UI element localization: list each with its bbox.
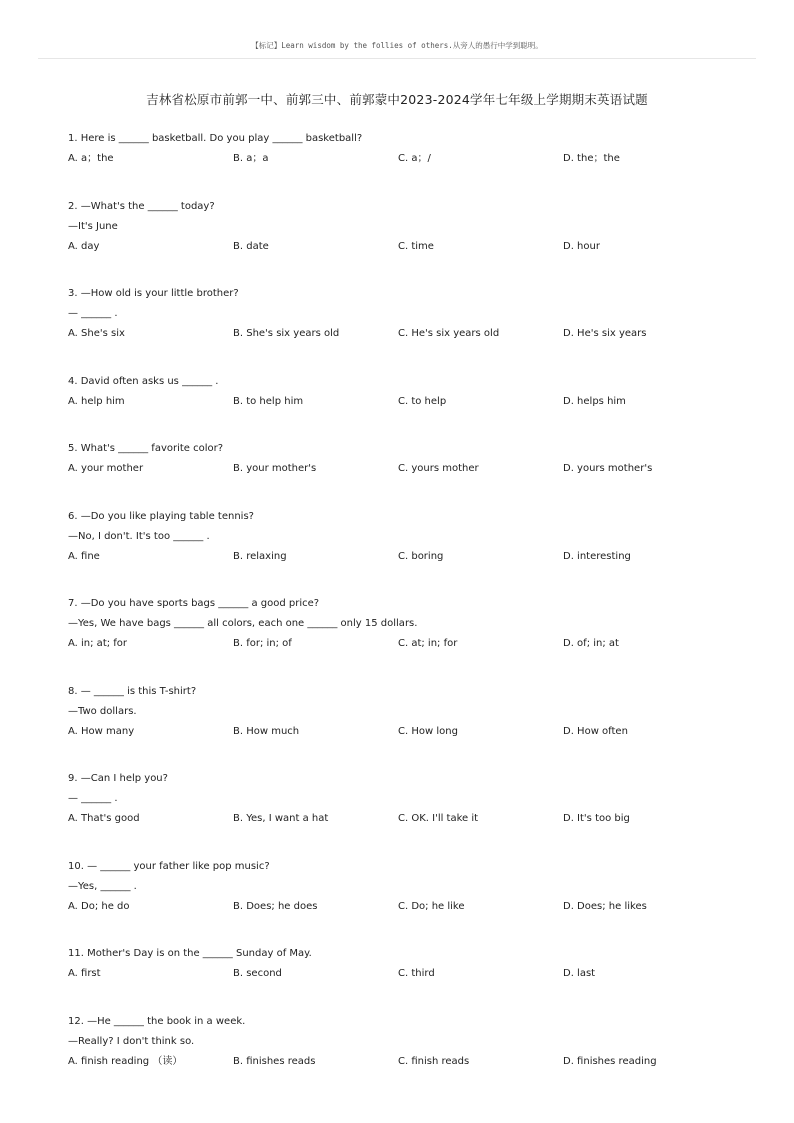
- option-c: C. OK. I'll take it: [398, 813, 479, 824]
- question-dialogue-line: —Really? I don't think so.: [68, 1035, 195, 1047]
- option-c: C. to help: [398, 395, 447, 407]
- question-spacer: [68, 657, 758, 685]
- question-spacer: [68, 260, 758, 288]
- option-c: C. He's six years old: [398, 328, 500, 339]
- option-a: A. first: [68, 968, 101, 979]
- question-10: [68, 860, 758, 920]
- option-c: C. finish reads: [398, 1055, 470, 1067]
- question-5: [68, 442, 758, 482]
- question-stem: 9. —Can I help you?: [68, 773, 168, 784]
- option-c: C. yours mother: [398, 463, 479, 474]
- answer-options: [68, 395, 758, 415]
- option-c: C. time: [398, 240, 434, 252]
- answer-options: [68, 327, 758, 347]
- question-spacer: [68, 172, 758, 200]
- question-2: [68, 200, 758, 260]
- option-b: B. a；a: [233, 153, 269, 164]
- page-title: 吉林省松原市前郭一中、前郭三中、前郭蒙中2023-2024学年七年级上学期期末英语试题: [146, 92, 648, 107]
- option-b: B. How much: [233, 725, 300, 737]
- answer-options: [68, 550, 758, 570]
- question-stem: 5. What's ______ favorite color?: [68, 443, 224, 454]
- question-stem: 2. —What's the ______ today?: [68, 200, 215, 212]
- option-c: C. a；/: [398, 153, 431, 164]
- question-spacer: [68, 347, 758, 375]
- question-stem: 10. — ______ your father like pop music?: [68, 860, 270, 872]
- option-b: B. for; in; of: [233, 638, 292, 649]
- option-b: B. She's six years old: [233, 328, 340, 339]
- header-divider: [38, 58, 756, 59]
- question-1: [68, 132, 758, 172]
- question-3: [68, 287, 758, 347]
- option-a: A. finish reading （读）: [68, 1055, 183, 1067]
- option-c: C. at; in; for: [398, 638, 458, 649]
- option-d: D. last: [563, 968, 596, 979]
- option-a: A. fine: [68, 550, 100, 562]
- answer-options: [68, 637, 758, 657]
- question-12: [68, 1015, 758, 1075]
- question-stem: 12. —He ______ the book in a week.: [68, 1015, 246, 1027]
- question-6: [68, 510, 758, 570]
- option-a: A. in; at; for: [68, 638, 128, 649]
- option-c: C. third: [398, 968, 435, 979]
- option-d: D. of; in; at: [563, 638, 619, 649]
- question-stem: 1. Here is ______ basketball. Do you play ______ basketball?: [68, 133, 363, 144]
- option-a: A. That's good: [68, 813, 140, 824]
- option-a: A. help him: [68, 395, 125, 407]
- option-a: A. How many: [68, 725, 135, 737]
- question-dialogue-line: — ______ .: [68, 308, 118, 319]
- question-4: [68, 375, 758, 415]
- option-d: D. hour: [563, 240, 600, 252]
- option-a: A. a；the: [68, 153, 114, 164]
- option-a: A. day: [68, 240, 100, 252]
- question-dialogue-line: —It's June: [68, 220, 118, 232]
- option-b: B. finishes reads: [233, 1055, 316, 1067]
- answer-options: [68, 462, 758, 482]
- answer-options: [68, 900, 758, 920]
- question-spacer: [68, 987, 758, 1015]
- option-d: D. interesting: [563, 550, 631, 562]
- option-d: D. the；the: [563, 153, 620, 164]
- question-dialogue-line: —No, I don't. It's too ______ .: [68, 530, 210, 542]
- question-spacer: [68, 482, 758, 510]
- question-list: [68, 132, 758, 1075]
- question-spacer: [68, 570, 758, 598]
- answer-options: [68, 240, 758, 260]
- option-d: D. finishes reading: [563, 1055, 657, 1067]
- option-d: D. It's too big: [563, 813, 630, 824]
- question-11: [68, 947, 758, 987]
- question-stem: 6. —Do you like playing table tennis?: [68, 510, 254, 522]
- question-stem: 7. —Do you have sports bags ______ a good price?: [68, 598, 320, 609]
- question-dialogue-line: — ______ .: [68, 793, 118, 804]
- option-b: B. Yes, I want a hat: [233, 813, 329, 824]
- question-stem: 8. — ______ is this T-shirt?: [68, 685, 197, 697]
- answer-options: [68, 1055, 758, 1075]
- answer-options: [68, 812, 758, 832]
- question-spacer: [68, 920, 758, 948]
- page-header: 【标记】Learn wisdom by the follies of others.从旁人的愚行中学到聪明。: [251, 41, 543, 50]
- option-a: A. your mother: [68, 463, 144, 474]
- option-d: D. How often: [563, 725, 628, 737]
- question-stem: 11. Mother's Day is on the ______ Sunday of May.: [68, 948, 312, 959]
- option-b: B. to help him: [233, 395, 304, 407]
- question-7: [68, 597, 758, 657]
- option-c: C. How long: [398, 725, 458, 737]
- option-a: A. Do; he do: [68, 900, 130, 912]
- option-c: C. Do; he like: [398, 900, 465, 912]
- answer-options: [68, 725, 758, 745]
- question-spacer: [68, 745, 758, 773]
- option-b: B. second: [233, 968, 282, 979]
- question-spacer: [68, 415, 758, 443]
- option-b: B. Does; he does: [233, 900, 318, 912]
- question-stem: 3. —How old is your little brother?: [68, 288, 239, 299]
- answer-options: [68, 967, 758, 987]
- option-c: C. boring: [398, 550, 444, 562]
- question-9: [68, 772, 758, 832]
- question-spacer: [68, 832, 758, 860]
- option-d: D. He's six years: [563, 328, 647, 339]
- question-stem: 4. David often asks us ______ .: [68, 375, 219, 387]
- option-d: D. yours mother's: [563, 463, 653, 474]
- answer-options: [68, 152, 758, 172]
- question-dialogue-line: —Yes, ______ .: [68, 880, 137, 892]
- option-b: B. relaxing: [233, 550, 287, 562]
- option-b: B. date: [233, 240, 269, 252]
- question-dialogue-line: —Yes, We have bags ______ all colors, each one ______ only 15 dollars.: [68, 618, 418, 629]
- option-b: B. your mother's: [233, 463, 317, 474]
- option-d: D. Does; he likes: [563, 900, 647, 912]
- question-dialogue-line: —Two dollars.: [68, 705, 137, 717]
- option-a: A. She's six: [68, 328, 125, 339]
- option-d: D. helps him: [563, 395, 626, 407]
- question-8: [68, 685, 758, 745]
